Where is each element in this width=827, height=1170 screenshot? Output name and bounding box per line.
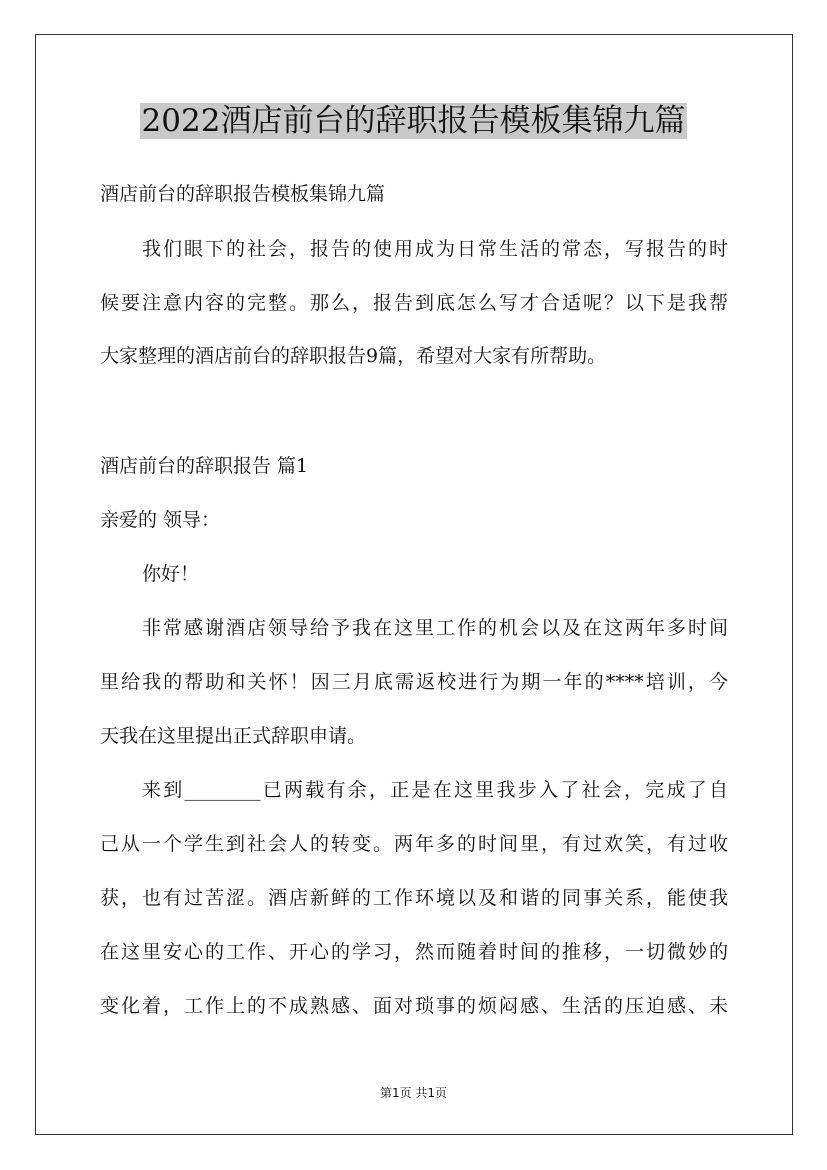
intro-line-3: 大家整理的酒店前台的辞职报告9篇，希望对大家有所帮助。 xyxy=(100,345,607,367)
para1-line-2: 里给我的帮助和关怀！因三月底需返校进行为期一年的****培训，今 xyxy=(100,671,728,693)
para2-line-2: 己从一个学生到社会人的转变。两年多的时间里，有过欢笑，有过收 xyxy=(100,833,728,855)
para1-line-1: 非常感谢酒店领导给予我在这里工作的机会以及在这两年多时间 xyxy=(142,617,728,639)
document-title xyxy=(0,100,827,142)
para2-line-1: 来到________已两载有余，正是在这里我步入了社会，完成了自 xyxy=(142,779,728,801)
section-heading: 酒店前台的辞职报告 篇1 xyxy=(100,455,309,477)
document-subtitle: 酒店前台的辞职报告模板集锦九篇 xyxy=(100,183,386,205)
para2-line-3: 获，也有过苦涩。酒店新鲜的工作环境以及和谐的同事关系，能使我 xyxy=(100,887,728,909)
salutation: 亲爱的 领导： xyxy=(100,509,221,531)
para2-line-4: 在这里安心的工作、开心的学习，然而随着时间的推移，一切微妙的 xyxy=(100,941,728,963)
para1-line-3: 天我在这里提出正式辞职申请。 xyxy=(100,725,367,747)
para2-line-5: 变化着，工作上的不成熟感、面对琐事的烦闷感、生活的压迫感、未 xyxy=(100,995,728,1017)
intro-line-1: 我们眼下的社会，报告的使用成为日常生活的常态，写报告的时 xyxy=(142,238,728,260)
intro-line-2: 候要注意内容的完整。那么，报告到底怎么写才合适呢？以下是我帮 xyxy=(100,292,728,314)
document-title-text: 2022酒店前台的辞职报告模板集锦九篇 xyxy=(141,103,686,139)
page-footer: 第1页 共1页 xyxy=(379,1086,448,1100)
greeting: 你好！ xyxy=(142,563,200,585)
